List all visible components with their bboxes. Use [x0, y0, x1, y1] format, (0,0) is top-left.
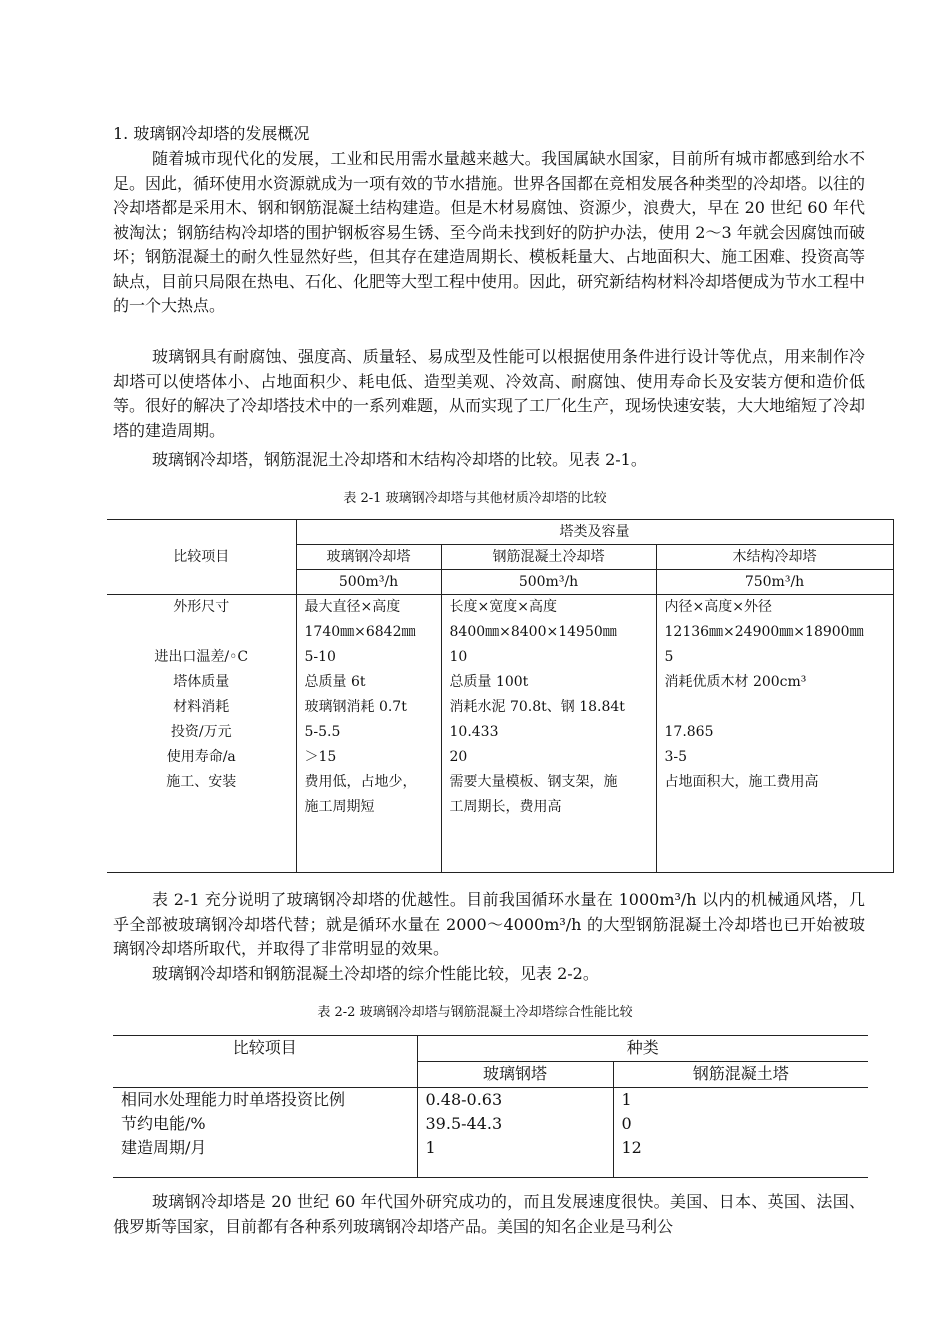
table2-item-header: 比较项目: [113, 1036, 417, 1088]
section-heading: 1. 玻璃钢冷却塔的发展概况: [113, 124, 310, 143]
table-cell: 12: [613, 1136, 868, 1178]
row-label: 施工、安装: [166, 774, 237, 790]
table1-capacity: 500m³/h: [296, 570, 441, 595]
table-cell: 8400㎜×8400×14950㎜: [441, 620, 656, 645]
row-label: 相同水处理能力时单塔投资比例: [113, 1088, 417, 1113]
table-cell: 消耗水泥 70.8t、钢 18.84t: [441, 695, 656, 720]
table-cell: 最大直径×高度: [296, 595, 441, 621]
table2-type-header: 玻璃钢塔: [417, 1062, 613, 1088]
row-label: 节约电能/%: [113, 1112, 417, 1136]
table-cell: 1: [613, 1088, 868, 1113]
table-cell: 10: [441, 645, 656, 670]
table-cell: 消耗优质木材 200cm³: [656, 670, 893, 695]
table-cell: 0: [621, 1114, 632, 1133]
table-cell: 1: [417, 1136, 613, 1178]
row-label: 投资/万元: [170, 724, 232, 740]
table1-caption: 表 2-1 玻璃钢冷却塔与其他材质冷却塔的比较: [343, 491, 607, 506]
paragraph-intro: 随着城市现代化的发展，工业和民用需水量越来越大。我国属缺水国家，目前所有城市都感到给水不足。因此，循环使用水资源就成为一项有效的节水措施。世界各国都在竞相发展各种类型的冷却塔。以往的冷却塔都是采用木、钢和钢筋混凝土结构建造。但是木材易腐蚀、资源少，浪费大，早在 20 世纪 60 年代被淘汰；钢筋结构冷却塔的围护钢板容易生锈、至今尚未找到好的防护办法，使用 2～3 年就会因腐蚀而破坏；钢筋混凝土的耐久性显然好些，但其存在建造周期长、模板耗量大、占地面积大、施工困难、投资高等缺点，目前只局限在热电、石化、化肥等大型工程中使用。因此，研究新结构材料冷却塔便成为节水工程中的一个大热点。: [113, 149, 866, 315]
table-cell: 17.865: [656, 720, 893, 745]
table-row: [107, 620, 893, 645]
table-cell: 总质量 100t: [441, 670, 656, 695]
table1-capacity: 500m³/h: [441, 570, 656, 595]
table-cell: 20: [441, 745, 656, 770]
row-label: [107, 620, 296, 645]
table2-type-header: 钢筋混凝土塔: [613, 1062, 868, 1088]
table-cell: [656, 795, 893, 873]
table-cell: 0.48-0.63: [417, 1088, 613, 1113]
table-cell: 总质量 6t: [296, 670, 441, 695]
table-row: [113, 1088, 868, 1113]
table1-group-header: 塔类及容量: [296, 520, 893, 545]
comparison-table-2: [113, 1035, 868, 1178]
table-row: [113, 1112, 868, 1136]
table-row: [107, 770, 893, 795]
paragraph-comparison-intro: 玻璃钢冷却塔，钢筋混泥土冷却塔和木结构冷却塔的比较。见表 2-1。: [152, 450, 647, 469]
table-cell: 内径×高度×外径: [656, 595, 893, 621]
table-row: [107, 720, 893, 745]
table-cell: 工周期长，费用高: [441, 795, 656, 873]
row-label: 材料消耗: [173, 699, 230, 715]
paragraph-table2-intro: 玻璃钢冷却塔和钢筋混凝土冷却塔的综介性能比较，见表 2-2。: [152, 964, 599, 983]
table-row: [107, 670, 893, 695]
paragraph-table1-summary: 表 2-1 充分说明了玻璃钢冷却塔的优越性。目前我国循环水量在 1000m³/h 以内的机械通风塔，几乎全部被玻璃钢冷却塔代替；就是循环水量在 2000～4000m³/h 的大型钢筋混凝土冷却塔也已开始被玻璃钢冷却塔所取代，并取得了非常明显的效果。: [113, 890, 865, 958]
table-row: [107, 645, 893, 670]
table-cell: 12136㎜×24900㎜×18900㎜: [656, 620, 893, 645]
table-cell: 39.5-44.3: [417, 1112, 613, 1136]
comparison-table-1: [107, 519, 894, 873]
table1-capacity: 750m³/h: [656, 570, 893, 595]
table-row: [113, 1136, 868, 1178]
table-row: [107, 745, 893, 770]
table-cell: 5-10: [296, 645, 441, 670]
table-cell: 5-5.5: [296, 720, 441, 745]
row-label: 塔体质量: [173, 674, 230, 690]
table1-type-header: 玻璃钢冷却塔: [296, 545, 441, 570]
row-label: 外形尺寸: [173, 599, 230, 615]
table-cell: 施工周期短: [296, 795, 441, 873]
table1-type-header: 木结构冷却塔: [656, 545, 893, 570]
table2-group-header: 种类: [417, 1036, 868, 1062]
table-cell: 10.433: [441, 720, 656, 745]
table-row: [107, 795, 893, 873]
table-cell: 5: [656, 645, 893, 670]
table-cell: 1740㎜×6842㎜: [296, 620, 441, 645]
table-cell: ＞15: [296, 745, 441, 770]
table-cell: 3-5: [656, 745, 893, 770]
table-cell: 长度×宽度×高度: [441, 595, 656, 621]
row-label: 使用寿命/a: [166, 749, 236, 765]
table-cell: 玻璃钢消耗 0.7t: [296, 695, 441, 720]
table-cell: 占地面积大，施工费用高: [656, 770, 893, 795]
table1-type-header: 钢筋混凝土冷却塔: [441, 545, 656, 570]
row-label: 建造周期/月: [113, 1136, 417, 1178]
row-label: [107, 795, 296, 873]
table-cell: 费用低，占地少，: [296, 770, 441, 795]
table-row: [107, 595, 893, 621]
paragraph-history: 玻璃钢冷却塔是 20 世纪 60 年代国外研究成功的，而且发展速度很快。美国、日本、英国、法国、俄罗斯等国家，目前都有各种系列玻璃钢冷却塔产品。美国的知名企业是马利公: [113, 1192, 865, 1236]
paragraph-frp-advantages: 玻璃钢具有耐腐蚀、强度高、质量轻、易成型及性能可以根据使用条件进行设计等优点，用来制作冷却塔可以使塔体小、占地面积少、耗电低、造型美观、冷效高、耐腐蚀、使用寿命长及安装方便和造价低等。很好的解决了冷却塔技术中的一系列难题，从而实现了工厂化生产，现场快速安装，大大地缩短了冷却塔的建造周期。: [113, 347, 866, 440]
table1-item-header: 比较项目: [107, 520, 296, 595]
row-label: 进出口温差/◦C: [154, 649, 249, 665]
table-row: [107, 695, 893, 720]
table-cell: [656, 695, 893, 720]
table2-caption: 表 2-2 玻璃钢冷却塔与钢筋混凝土冷却塔综合性能比较: [317, 1005, 633, 1020]
table-cell: 需要大量模板、钢支架，施: [441, 770, 656, 795]
